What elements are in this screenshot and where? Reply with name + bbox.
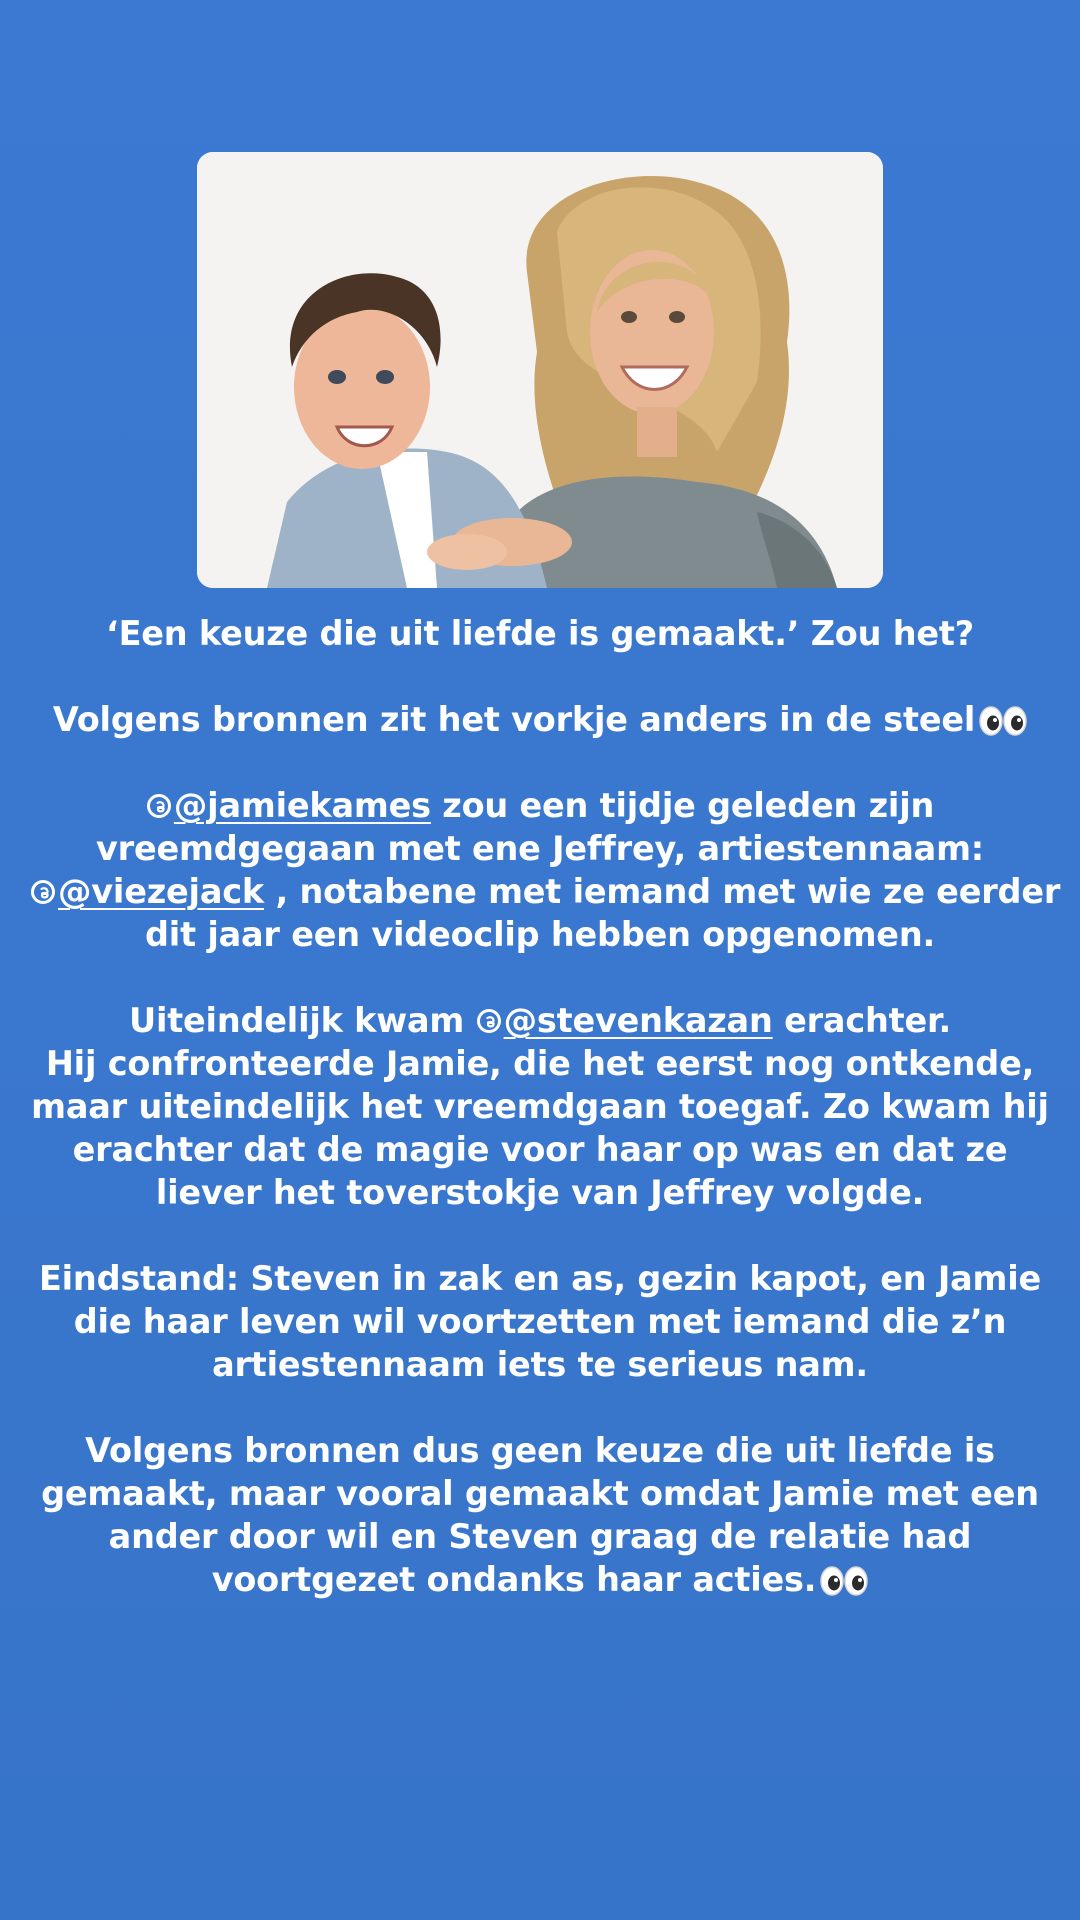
- text-line-content: Volgens bronnen zit het vorkje anders in de steel: [52, 700, 976, 739]
- text-line: liever het toverstokje van Jeffrey volgde.: [155, 1173, 925, 1212]
- text-line: [30, 1558, 1050, 1601]
- text-line: Volgens bronnen dus geen keuze die uit liefde is: [85, 1431, 995, 1470]
- text-line: vreemdgegaan met ene Jeffrey, artiestennaam:: [96, 829, 984, 868]
- mention-text: @stevenkazan: [503, 1001, 773, 1040]
- text-line: [30, 784, 1050, 827]
- text-line: erachter dat de magie voor haar op was en dat ze: [72, 1130, 1008, 1169]
- text-line: Eindstand: Steven in zak en as, gezin kapot, en Jamie: [38, 1259, 1042, 1298]
- eyes-emoji-icon: [979, 706, 1027, 736]
- text-line-content: Uiteindelijk kwam: [128, 1001, 476, 1040]
- mention-link-stevenkazan[interactable]: [476, 1001, 773, 1040]
- text-line: [30, 999, 1050, 1042]
- text-line: dit jaar een videoclip hebben opgenomen.: [145, 915, 935, 954]
- threads-icon: [476, 1008, 502, 1034]
- paragraph-discovery: [30, 999, 1050, 1214]
- text-line-content: erachter.: [772, 1001, 952, 1040]
- paragraph-conclusion: [30, 1429, 1050, 1601]
- story-text-block: [30, 612, 1061, 1644]
- mention-link-viezejack[interactable]: [30, 872, 264, 911]
- mention-link-jamiekames[interactable]: [146, 786, 431, 825]
- paragraph-sources: [30, 698, 1050, 741]
- paragraph-intro: [30, 612, 1050, 655]
- text-line: die haar leven wil voortzetten met iemand die z’n: [73, 1302, 1007, 1341]
- paragraph-affair: [30, 784, 1061, 956]
- text-line: [30, 698, 1050, 741]
- text-line: artiestennaam iets te serieus nam.: [212, 1345, 868, 1384]
- mention-text: @viezejack: [58, 872, 264, 911]
- text-line: ‘Een keuze die uit liefde is gemaakt.’ Zou het?: [106, 614, 974, 653]
- eyes-emoji-icon: [820, 1566, 868, 1596]
- mention-text: @jamiekames: [173, 786, 431, 825]
- text-line: ander door wil en Steven graag de relatie had: [108, 1517, 972, 1556]
- text-line-content: , notabene met iemand met wie ze eerder: [264, 872, 1061, 911]
- text-line: gemaakt, maar vooral gemaakt omdat Jamie met een: [41, 1474, 1039, 1513]
- threads-icon: [146, 793, 172, 819]
- text-line-content: voortgezet ondanks haar acties.: [211, 1560, 817, 1599]
- text-line: Hij confronteerde Jamie, die het eerst nog ontkende,: [45, 1044, 1035, 1083]
- text-line: [30, 870, 1061, 913]
- text-line: maar uiteindelijk het vreemdgaan toegaf. Zo kwam hij: [31, 1087, 1049, 1126]
- couple-photo: [197, 152, 883, 588]
- text-line-content: zou een tijdje geleden zijn: [430, 786, 935, 825]
- paragraph-outcome: [30, 1257, 1050, 1386]
- threads-icon: [30, 879, 56, 905]
- couple-photo-illustration: [197, 152, 883, 588]
